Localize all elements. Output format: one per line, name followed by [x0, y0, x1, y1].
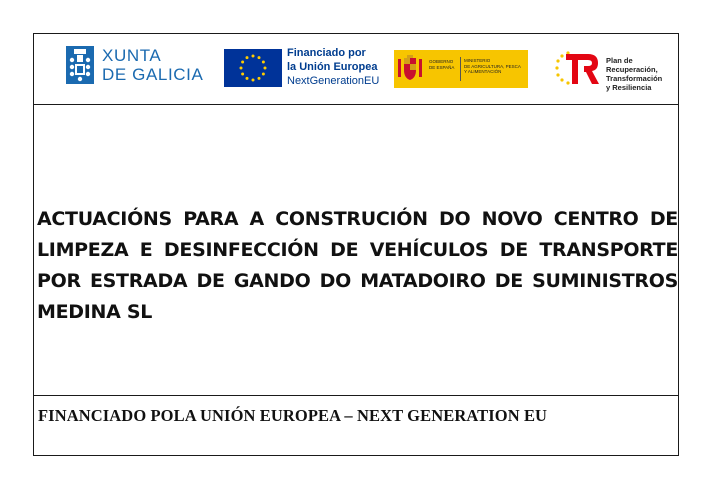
- eu-star-icon: [241, 61, 244, 64]
- logo-bar: [34, 34, 678, 105]
- xunta-de-galicia-logo: [66, 45, 206, 85]
- project-title: ACTUACIÓNS PARA A CONSTRUCIÓN DO NOVO CENTRO DE LIMPEZA E DESINFECCIÓN DE VEHÍCULOS DE TRANSPORTE POR ESTRADA DE GANDO DO MATADOIRO DE SUMINISTROS MEDINA SL: [37, 208, 678, 323]
- ministry-name-text: MINISTERIO DE AGRICULTURA, PESCA Y ALIMENTACIÓN: [464, 58, 521, 74]
- galicia-emblem-icon: [66, 46, 94, 84]
- eu-funding-logo: [224, 46, 394, 88]
- eu-star-icon: [264, 67, 267, 70]
- prtr-line1: Plan de: [606, 56, 633, 65]
- gobierno-text: GOBIERNO DE ESPAÑA: [429, 59, 455, 70]
- prtr-line2: Recuperación,: [606, 65, 658, 74]
- xunta-line1: XUNTA: [102, 46, 162, 65]
- eu-star-icon: [246, 56, 249, 59]
- eu-star-icon: [262, 61, 265, 64]
- prtr-logo: [552, 46, 672, 90]
- eu-star-icon: [262, 73, 265, 76]
- eu-star-icon: [240, 67, 243, 70]
- prtr-line3: Transformación: [606, 74, 663, 83]
- funding-statement: FINANCIADO POLA UNIÓN EUROPEA – NEXT GENERATION EU: [38, 406, 548, 425]
- prtr-emblem-icon: [552, 48, 602, 88]
- prtr-text: [606, 56, 662, 92]
- eu-star-icon: [258, 77, 261, 80]
- eu-line3: NextGenerationEU: [287, 75, 380, 87]
- eu-star-icon: [252, 79, 255, 82]
- eu-line1: Financiado por: [287, 47, 366, 59]
- ministry-divider: [460, 57, 461, 81]
- xunta-line2: DE GALICIA: [102, 65, 204, 84]
- eu-star-icon: [252, 55, 255, 58]
- prtr-line4: y Resiliencia: [606, 83, 652, 92]
- ministry-agriculture-logo: [394, 50, 528, 88]
- eu-star-icon: [246, 77, 249, 80]
- eu-star-icon: [258, 56, 261, 59]
- document-frame: [33, 33, 679, 456]
- xunta-wordmark: [102, 46, 203, 84]
- eu-line2: la Unión Europea: [287, 61, 378, 73]
- spain-coat-of-arms-icon: [397, 55, 423, 83]
- eu-star-icon: [241, 73, 244, 76]
- eu-funding-text: [287, 46, 379, 88]
- eu-flag-icon: [224, 49, 282, 87]
